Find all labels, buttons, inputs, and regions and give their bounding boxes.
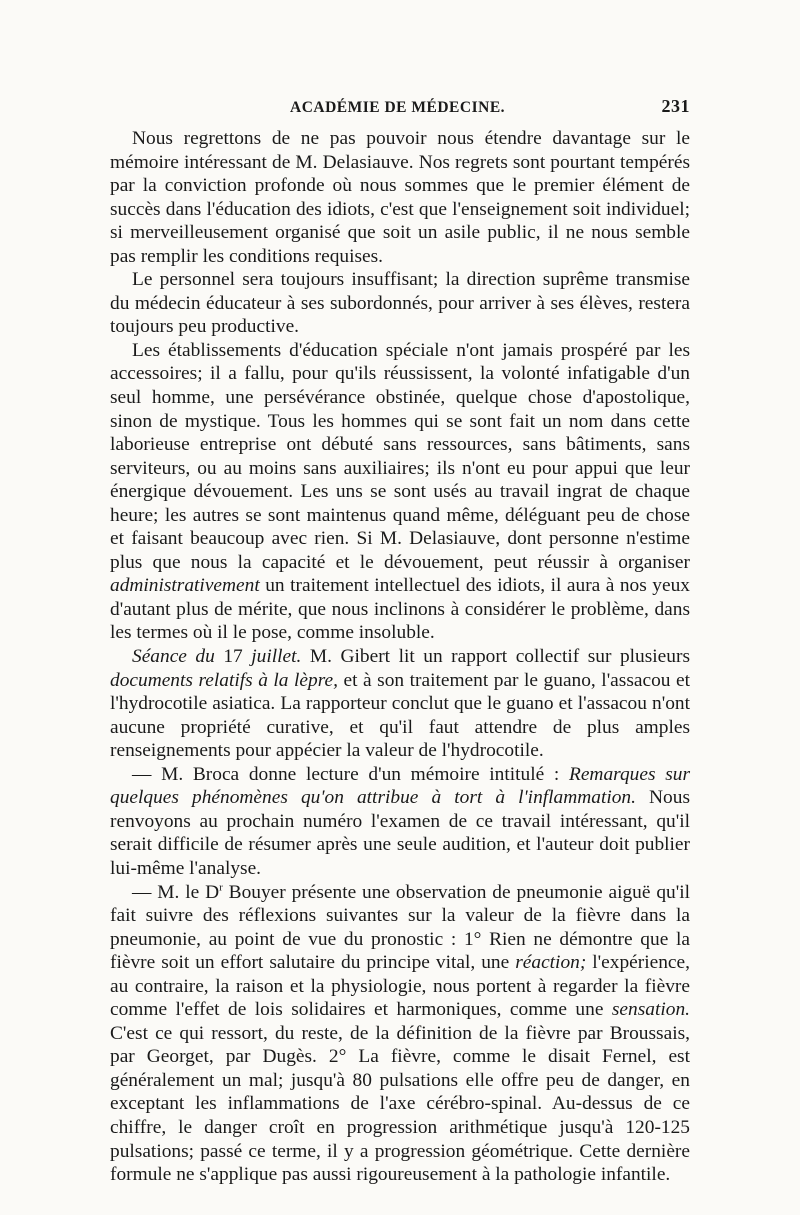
document-page	[110, 96, 690, 1187]
paragraph-text: Nous regrettons de ne pas pouvoir nous étendre davantage sur le mémoire intéressant de M. Delasiauve. Nos regrets sont pourtant tempérés par la conviction profonde où nous sommes que le premier élément de succès dans l'éducation des idiots, c'est que l'enseignement soit individuel; si merveilleusement organisé que soit un asile public, il ne nous semble pas remplir les conditions requises.	[110, 128, 690, 267]
page-number: 231	[661, 96, 690, 116]
paragraph-broca	[110, 763, 690, 881]
paragraph-personnel	[110, 268, 690, 339]
italic-title: Remarques sur quelques phénomènes qu'on attribue à tort à l'inflammation.	[110, 763, 690, 809]
paragraph-text: Bouyer présente une observation de pneumonie aiguë qu'il fait suivre des réflexions suivantes sur la valeur de la fièvre dans la pneumonie, au point de vue du pronostic : 1° Rien ne démontre que la fièvre soit un effort salutaire du principe vital, une	[110, 881, 690, 974]
paragraph-text: C'est ce qui ressort, du reste, de la définition de la fièvre par Broussais, par Georget, par Dugès. 2° La fièvre, comme le disait Fernel, est généralement un mal; jusqu'à 80 pulsations elle offre peu de danger, en exceptant les inflammations de l'axe cérébro-spinal. Au-dessus de ce chiffre, le danger croît en progression arithmétique jusqu'à 120-125 pulsations; passé ce terme, il y a progression géométrique. Cette dernière formule ne s'applique pas aussi rigoureusement à la pathologie infantile.	[110, 1022, 690, 1186]
superscript: r	[219, 881, 223, 894]
italic-term: réaction;	[515, 952, 587, 974]
paragraph-text: l'expérience, au contraire, la raison et la physiologie, nous portent à regarder la fièvre comme l'effet de lois solidaires et harmoniques, comme une	[110, 952, 690, 1021]
paragraph-text: un traitement intellectuel des idiots, il aura à nos yeux d'autant plus de mérite, que nous inclinons à considérer le problème, dans les termes où il le pose, comme insoluble.	[110, 575, 690, 644]
italic-term: Séance du	[132, 646, 215, 668]
paragraph-text: Le personnel sera toujours insuffisant; la direction suprême transmise du médecin éducateur à ses subordonnés, pour arriver à ses élèves, restera toujours peu productive.	[110, 269, 690, 338]
paragraph-text: Nous renvoyons au prochain numéro l'examen de ce travail intéressant, qu'il serait difficile de résumer après une seule audition, et l'auteur doit publier lui-même l'analyse.	[110, 787, 690, 879]
paragraph-seance	[110, 645, 690, 763]
paragraph-etablissements	[110, 339, 690, 645]
italic-title: documents relatifs à la lèpre,	[110, 669, 338, 691]
italic-term: sensation.	[611, 999, 690, 1021]
paragraph-regrets	[110, 127, 690, 268]
paragraph-text: — M. Broca donne lecture d'un mémoire intitulé :	[132, 763, 569, 785]
running-title: ACADÉMIE DE MÉDECINE.	[290, 99, 506, 116]
italic-term: juillet.	[251, 646, 302, 668]
italic-term: administrativement	[110, 575, 260, 597]
paragraph-text: et à son traitement par le guano, l'assacou et l'hydrocotile asiatica. La rapporteur conclut que le guano et l'assacou n'ont aucune propriété curative, et qu'il faut attendre de plus amples renseignements pour appécier la valeur de l'hydrocotile.	[110, 669, 691, 762]
paragraph-text: — M. le D	[132, 881, 220, 903]
paragraph-text: M. Gibert lit un rapport collectif sur plusieurs	[301, 646, 690, 668]
paragraph-bouyer	[110, 881, 690, 1187]
paragraph-text: 17	[214, 646, 252, 668]
running-header	[290, 96, 690, 117]
paragraph-text: Les établissements d'éducation spéciale n'ont jamais prospéré par les accessoires; il a fallu, pour qu'ils réussissent, la volonté infatigable d'un seul homme, une persévérance obstinée, quelque chose d'apostolique, sinon de mystique. Tous les hommes qui se sont fait un nom dans cette laborieuse entreprise ont débuté sans ressources, sans bâtiments, sans serviteurs, ou au moins sans auxiliaires; ils n'ont eu pour appui que leur énergique dévouement. Les uns se sont usés au travail ingrat de chaque heure; les autres se sont maintenus quand même, déléguant peu de chose et faisant beaucoup avec rien. Si M. Delasiauve, dont personne n'estime plus que nous la capacité et le dévouement, peut réussir à organiser	[110, 339, 690, 573]
